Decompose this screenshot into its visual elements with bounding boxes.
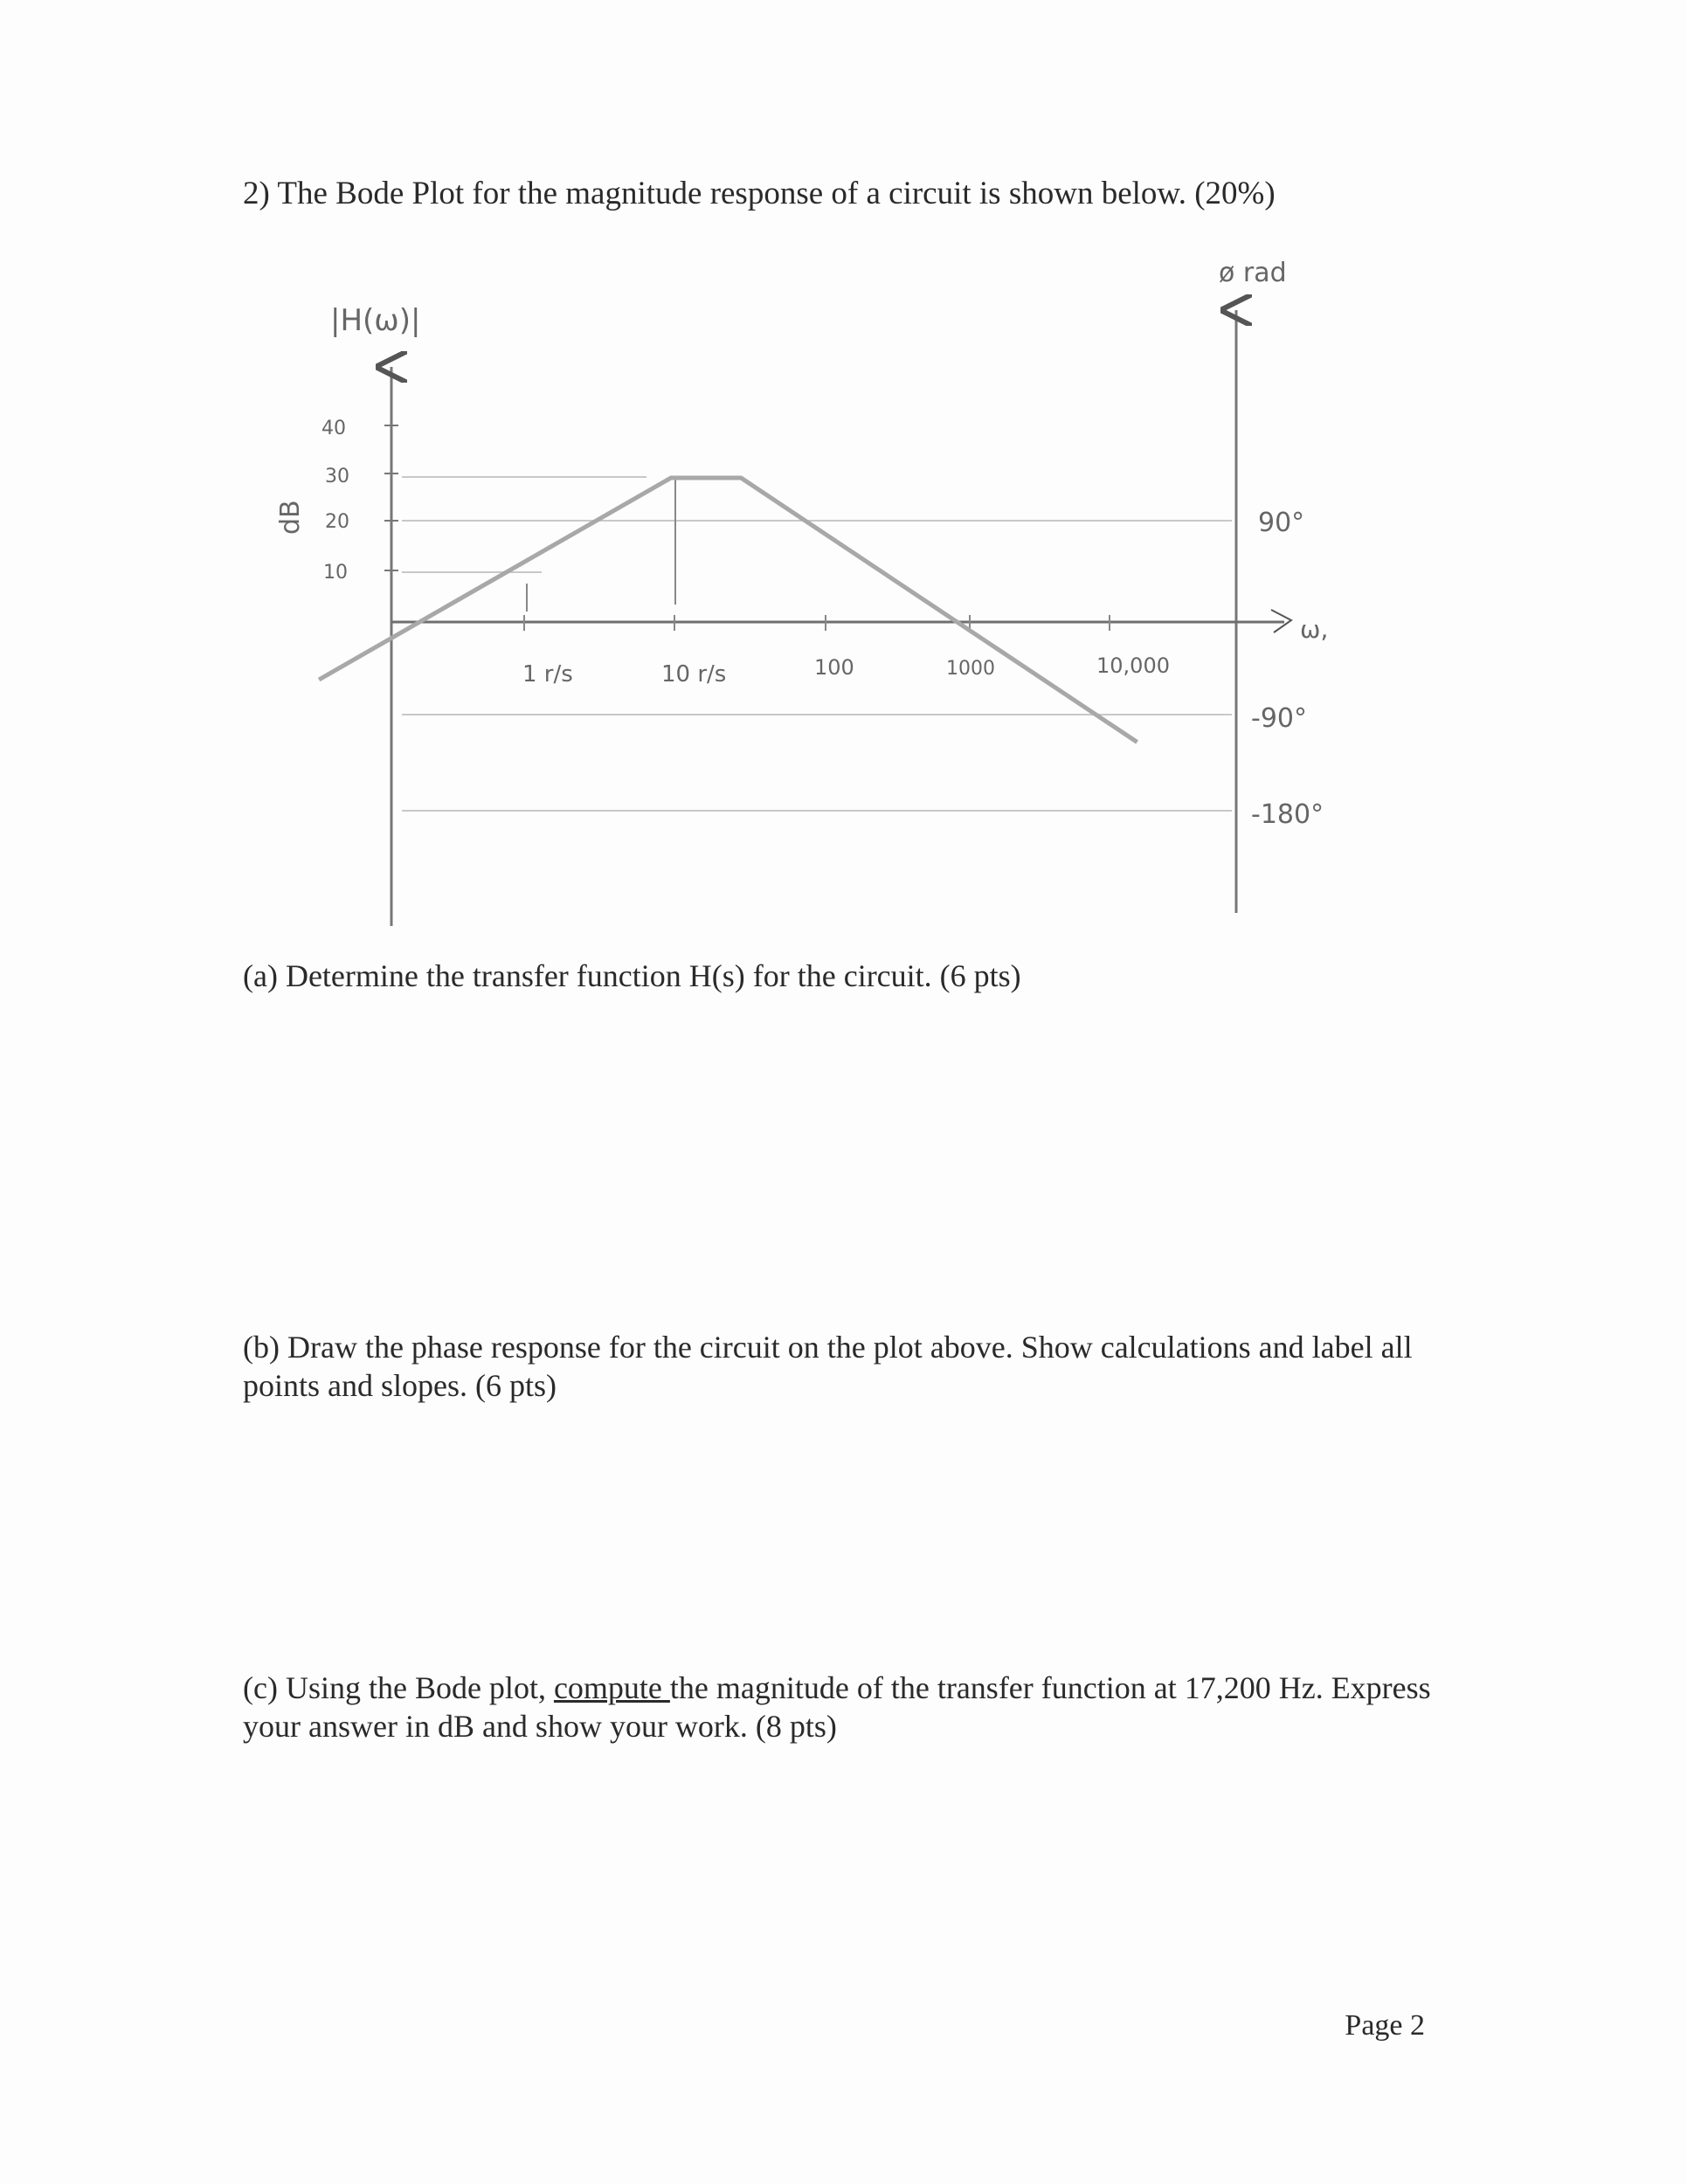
right-axis-label: ø rad (1219, 258, 1287, 288)
part-c-suffix: the magnitude of the transfer function at 17,200 Hz. Express your answer in dB and show your work. (8 pts) (243, 1670, 1431, 1744)
part-c-text (243, 1669, 1448, 1745)
phase-tick-label-neg90: -90° (1251, 703, 1307, 734)
y-tick-label-20: 20 (325, 511, 349, 533)
bode-plot (0, 0, 1687, 978)
magnitude-curve (319, 478, 1137, 743)
part-c-prefix: (c) Using the Bode plot, (243, 1670, 554, 1705)
x-tick-label-1000: 1000 (946, 658, 995, 680)
left-axis-label: |H(ω)| (330, 303, 421, 338)
phase-tick-label-90: 90° (1258, 508, 1305, 538)
question-title: 2) The Bode Plot for the magnitude response of a circuit is shown below. (20%) (243, 176, 1276, 211)
part-a-text: (a) Determine the transfer function H(s) for the circuit. (6 pts) (243, 958, 1021, 993)
x-axis-label: ω, (1300, 615, 1329, 644)
page-number: Page 2 (1345, 2009, 1425, 2042)
part-b-text: (b) Draw the phase response for the circuit on the plot above. Show calculations and label all points and slopes. (6 pts) (243, 1330, 1413, 1403)
y-tick-label-40: 40 (321, 418, 346, 439)
db-unit-label: dB (275, 500, 306, 535)
y-tick-label-30: 30 (325, 466, 349, 487)
y-tick-label-10: 10 (323, 562, 348, 584)
x-tick-label-10000: 10,000 (1096, 653, 1170, 678)
x-tick-label-1: 1 r/s (522, 661, 573, 688)
x-tick-label-10: 10 r/s (661, 661, 727, 688)
phase-tick-label-neg180: -180° (1251, 799, 1324, 830)
part-c-underlined: compute (553, 1670, 670, 1705)
x-tick-label-100: 100 (814, 655, 854, 680)
